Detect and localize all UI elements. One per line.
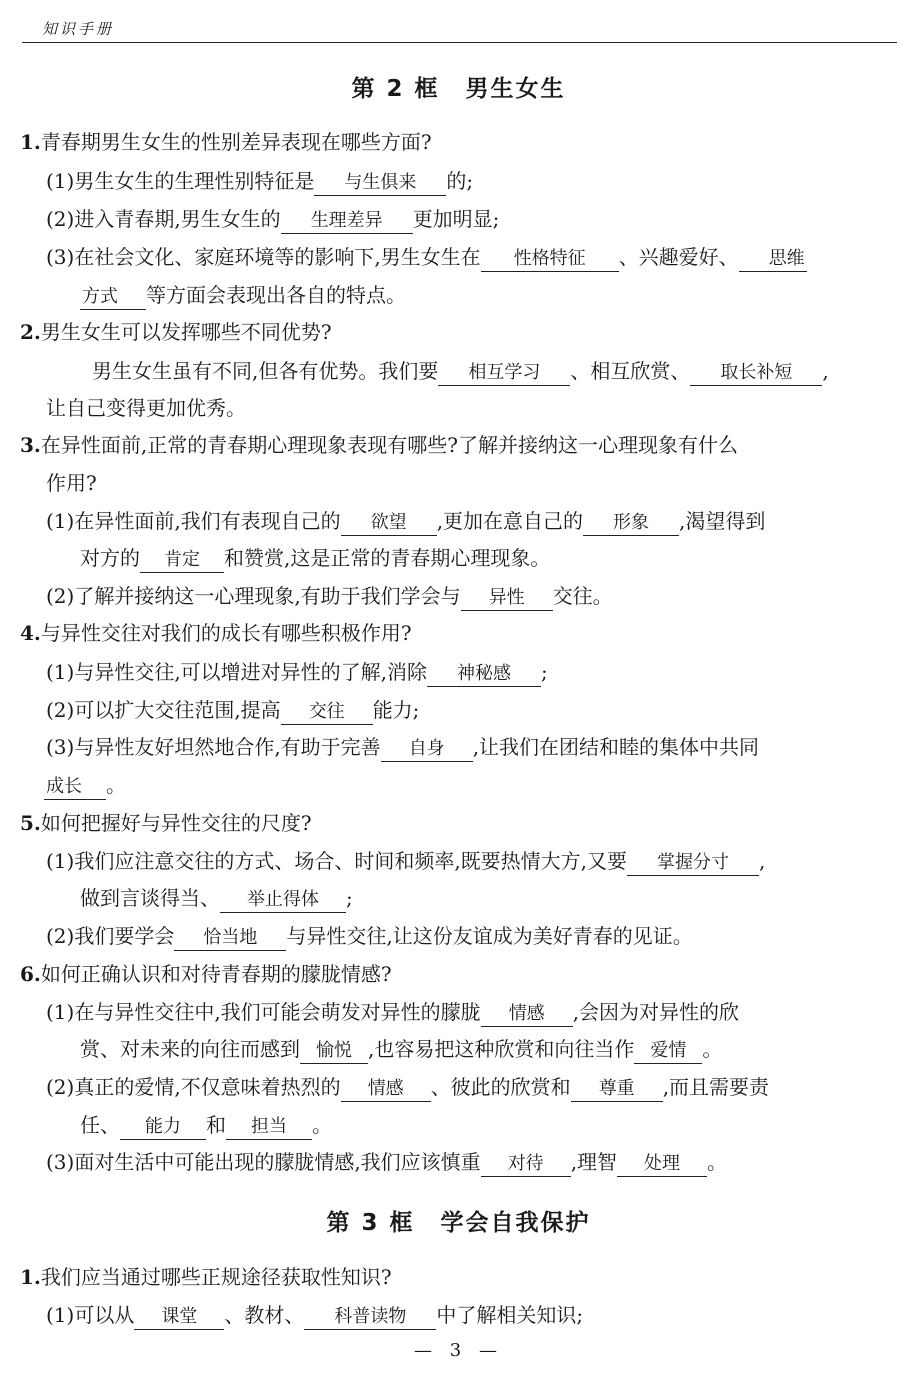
text-run: ,会因为对异性的欣 <box>572 1000 740 1024</box>
answer-line <box>80 1035 917 1064</box>
text-run: 作用? <box>46 471 97 495</box>
question-number: 1. <box>20 1265 41 1289</box>
text-run: , <box>822 359 829 383</box>
text-run: ,理智 <box>570 1150 618 1174</box>
text-run: ,更加在意自己的 <box>436 509 584 533</box>
section-title-text: 学会自我保护 <box>440 1210 591 1236</box>
answer-line <box>80 1111 917 1140</box>
text-run: 能力; <box>372 698 420 722</box>
fill-blank: 取长补短 <box>690 361 822 386</box>
fill-blank: 性格特征 <box>481 247 619 272</box>
text-run: 的; <box>446 169 474 193</box>
answer-line <box>46 847 917 876</box>
text-run: 和 <box>206 1113 226 1137</box>
text-run: ,也容易把这种欣赏和向往当作 <box>368 1037 635 1061</box>
question-2 <box>20 318 900 346</box>
answer-line <box>80 281 917 310</box>
fill-blank: 举止得体 <box>220 888 346 913</box>
text-run: 男生女生虽有不同,但各有优势。我们要 <box>92 359 439 383</box>
section-title-3 <box>0 1204 917 1237</box>
answer-line <box>46 1301 917 1330</box>
text-run: (2)真正的爱情,不仅意味着热烈的 <box>46 1075 341 1099</box>
question-text: 在异性面前,正常的青春期心理现象表现有哪些?了解并接纳这一心理现象有什么 <box>40 433 738 457</box>
fill-blank: 科普读物 <box>304 1305 436 1330</box>
text-run: (2)了解并接纳这一心理现象,有助于我们学会与 <box>46 584 461 608</box>
question-text: 与异性交往对我们的成长有哪些积极作用? <box>40 621 412 645</box>
answer-line <box>46 922 917 951</box>
text-run: 。 <box>707 1150 728 1174</box>
fill-blank: 对待 <box>481 1152 571 1177</box>
answer-line <box>46 582 917 611</box>
question-number: 6. <box>20 962 41 986</box>
question-3 <box>20 431 900 459</box>
fill-blank: 欲望 <box>341 511 437 536</box>
text-run: ,而且需要责 <box>662 1075 770 1099</box>
text-run: 赏、对未来的向往而感到 <box>80 1037 300 1061</box>
question-number: 3. <box>20 433 41 457</box>
fill-blank: 尊重 <box>571 1077 663 1102</box>
header-title: 知识手册 <box>42 20 115 38</box>
fill-blank: 方式 <box>80 285 146 310</box>
section-title-number: 第 3 框 <box>326 1210 415 1236</box>
text-run: ,渴望得到 <box>679 509 766 533</box>
answer-line <box>80 884 917 913</box>
question-text-cont <box>46 469 917 497</box>
text-run: 、相互欣赏、 <box>570 359 691 383</box>
text-run: ; <box>346 886 353 910</box>
text-run: 、教材、 <box>224 1303 305 1327</box>
text-run: (1)可以从 <box>46 1303 135 1327</box>
question-6 <box>20 960 900 988</box>
section-title-text: 男生女生 <box>465 76 566 102</box>
fill-blank: 肯定 <box>140 548 224 573</box>
text-run: 。 <box>312 1113 332 1137</box>
text-run: 和赞赏,这是正常的青春期心理现象。 <box>224 546 551 570</box>
text-run: (1)与异性交往,可以增进对异性的了解,消除 <box>46 660 428 684</box>
text-run: , <box>759 849 766 873</box>
answer-line <box>92 357 917 386</box>
question-number: 2. <box>20 320 41 344</box>
text-run: (2)可以扩大交往范围,提高 <box>46 698 281 722</box>
text-run: (3)与异性友好坦然地合作,有助于完善 <box>46 735 381 759</box>
answer-line <box>46 167 917 196</box>
text-run: (1)男生女生的生理性别特征是 <box>46 169 315 193</box>
text-run: ,让我们在团结和睦的集体中共同 <box>472 735 760 759</box>
fill-blank: 神秘感 <box>427 662 541 687</box>
section-title-number: 第 2 框 <box>351 76 440 102</box>
fill-blank: 思维 <box>739 247 807 272</box>
text-run: 与异性交往,让这份友谊成为美好青春的见证。 <box>286 924 693 948</box>
fill-blank: 交往 <box>281 700 373 725</box>
fill-blank: 情感 <box>341 1077 431 1102</box>
section-title-2 <box>0 70 917 103</box>
text-run: 更加明显; <box>412 207 500 231</box>
fill-blank: 异性 <box>461 586 553 611</box>
answer-line <box>46 696 917 725</box>
text-run: (2)进入青春期,男生女生的 <box>46 207 281 231</box>
question-5 <box>20 809 900 837</box>
fill-blank: 与生俱来 <box>314 171 446 196</box>
answer-line <box>46 771 917 800</box>
fill-blank: 课堂 <box>134 1305 224 1330</box>
question-1 <box>20 1263 900 1291</box>
fill-blank: 爱情 <box>634 1039 702 1064</box>
question-text: 我们应当通过哪些正规途径获取性知识? <box>40 1265 392 1289</box>
fill-blank: 担当 <box>226 1115 312 1140</box>
question-text: 如何正确认识和对待青春期的朦胧情感? <box>40 962 392 986</box>
text-run: (2)我们要学会 <box>46 924 175 948</box>
answer-line <box>46 507 917 536</box>
question-text: 如何把握好与异性交往的尺度? <box>40 811 312 835</box>
text-run: 中了解相关知识; <box>436 1303 584 1327</box>
text-run: 做到言谈得当、 <box>80 886 220 910</box>
question-number: 4. <box>20 621 41 645</box>
fill-blank: 情感 <box>481 1002 573 1027</box>
fill-blank: 相互学习 <box>438 361 570 386</box>
text-run: 等方面会表现出各自的特点。 <box>146 283 406 307</box>
question-1 <box>20 128 900 156</box>
answer-line <box>80 544 917 573</box>
text-run: 。 <box>106 773 126 797</box>
answer-line <box>46 205 917 234</box>
fill-blank: 成长 <box>44 775 106 800</box>
fill-blank: 形象 <box>583 511 679 536</box>
answer-line <box>46 1148 917 1177</box>
text-run: (1)我们应注意交往的方式、场合、时间和频率,既要热情大方,又要 <box>46 849 628 873</box>
answer-line <box>46 998 917 1027</box>
fill-blank: 处理 <box>617 1152 707 1177</box>
page-number: — 3 — <box>414 1340 503 1361</box>
text-run: 任、 <box>80 1113 120 1137</box>
answer-line <box>46 658 917 687</box>
text-run: 、兴趣爱好、 <box>618 245 739 269</box>
answer-line <box>46 1073 917 1102</box>
text-run: (3)在社会文化、家庭环境等的影响下,男生女生在 <box>46 245 481 269</box>
answer-line <box>46 243 917 272</box>
text-run: (1)在异性面前,我们有表现自己的 <box>46 509 341 533</box>
fill-blank: 生理差异 <box>281 209 413 234</box>
fill-blank: 愉悦 <box>300 1039 368 1064</box>
question-number: 1. <box>20 130 41 154</box>
fill-blank: 掌握分寸 <box>627 851 759 876</box>
answer-line <box>46 733 917 762</box>
text-run: (3)面对生活中可能出现的朦胧情感,我们应该慎重 <box>46 1150 481 1174</box>
answer-line <box>46 394 917 422</box>
fill-blank: 能力 <box>120 1115 206 1140</box>
fill-blank: 自身 <box>381 737 473 762</box>
text-run: 。 <box>702 1037 723 1061</box>
fill-blank: 恰当地 <box>174 926 286 951</box>
text-run: 交往。 <box>552 584 613 608</box>
text-run: ; <box>541 660 548 684</box>
question-text: 青春期男生女生的性别差异表现在哪些方面? <box>40 130 432 154</box>
question-number: 5. <box>20 811 41 835</box>
text-run: 对方的 <box>80 546 140 570</box>
text-run: 让自己变得更加优秀。 <box>46 396 246 420</box>
text-run: (1)在与异性交往中,我们可能会萌发对异性的朦胧 <box>46 1000 481 1024</box>
question-text: 男生女生可以发挥哪些不同优势? <box>40 320 332 344</box>
question-4 <box>20 619 900 647</box>
text-run: 、彼此的欣赏和 <box>430 1075 571 1099</box>
